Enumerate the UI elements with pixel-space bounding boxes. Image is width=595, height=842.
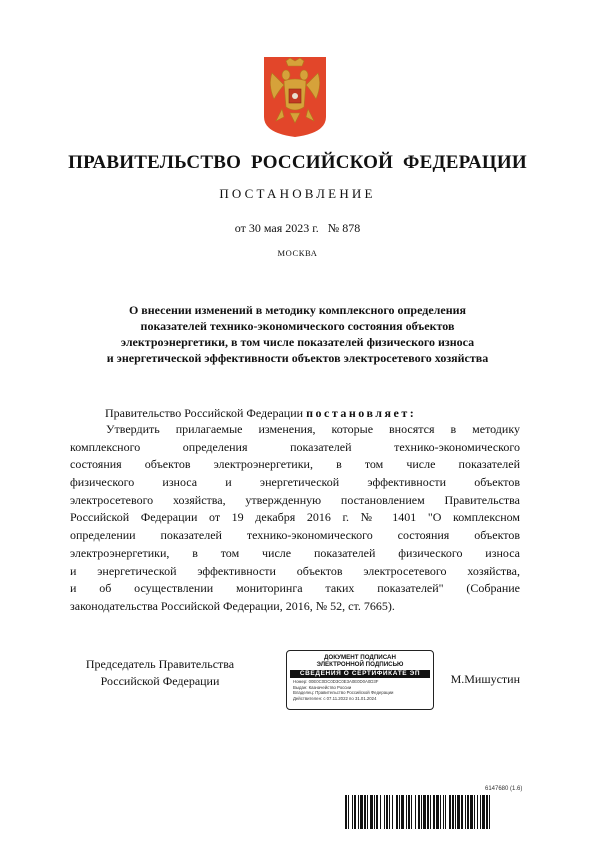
stamp-certificate-bar: СВЕДЕНИЯ О СЕРТИФИКАТЕ ЭП: [290, 670, 430, 678]
signatory-title-line: Российской Федерации: [100, 674, 220, 688]
preamble-text: Правительство Российской Федерации: [105, 406, 307, 420]
body-line: Российской Федерации от 19 декабря 2016 г. № 1401 "О комплексном: [70, 510, 520, 525]
preamble: [105, 406, 416, 421]
decree-date-number: от 30 мая 2023 г. № 878: [234, 221, 361, 235]
subject-line: и энергетической эффективности объектов электросетевого хозяйства: [106, 351, 489, 365]
stamp-detail: Владелец: Правительство Российской Федерации: [293, 690, 394, 695]
government-title: ПРАВИТЕЛЬСТВО РОССИЙСКОЙ ФЕДЕРАЦИИ: [68, 152, 527, 173]
body-line: электросетевого хозяйства, утвержденную постановлением Правительства: [70, 492, 520, 507]
signer-name: М.Мишустин: [450, 672, 520, 686]
body-line: и энергетической эффективности объектов электросетевого хозяйства,: [70, 563, 520, 578]
body-line: комплексного определения показателей технико-экономического: [70, 439, 520, 454]
stamp-detail: Номер: 00E0C0DC0D3C0E3A0E0D0A0D3F: [293, 679, 379, 684]
decree-body: [70, 421, 520, 616]
body-line: законодательства Российской Федерации, 2016, № 52, ст. 7665).: [70, 598, 395, 613]
signatory-title: [70, 656, 250, 690]
stamp-heading: [287, 654, 433, 668]
body-line: и об осуществлении мониторинга таких показателей" (Собрание: [70, 581, 520, 596]
stamp-line: ДОКУМЕНТ ПОДПИСАН: [324, 654, 396, 661]
stamp-detail: Действителен: с 07.11.2022 по 31.01.2024: [293, 695, 377, 701]
preamble-decree-word: постановляет:: [306, 406, 417, 420]
stamp-detail: Выдан: Казначейство России: [293, 684, 352, 690]
stamp-line: ЭЛЕКТРОННОЙ ПОДПИСЬЮ: [316, 661, 404, 668]
body-line: физического износа и энергетической эффективности объектов: [70, 475, 520, 490]
barcode-number: 6147680 (1.6): [485, 786, 523, 792]
issue-city: МОСКВА: [277, 248, 318, 258]
document-type: ПОСТАНОВЛЕНИЕ: [219, 186, 376, 201]
body-line: Утвердить прилагаемые изменения, которые вносятся в методику: [106, 422, 520, 436]
body-line: определении показателей технико-экономического состояния объектов: [70, 528, 520, 543]
body-line: состояния объектов электроэнергетики, в том числе показателей: [70, 457, 520, 472]
subject-line: показателей технико-экономического состояния объектов: [140, 319, 455, 333]
subject-line: О внесении изменений в методику комплексного определения: [128, 303, 467, 317]
decree-subject: [60, 302, 535, 366]
russian-coat-of-arms-icon: [262, 55, 328, 139]
body-line: электроэнергетики, в том числе показателей физического износа: [70, 545, 520, 560]
barcode-icon: [345, 795, 550, 829]
subject-line: электроэнергетики, в том числе показателей физического износа: [120, 335, 475, 349]
electronic-signature-stamp: [286, 650, 434, 710]
signatory-title-line: Председатель Правительства: [85, 657, 235, 671]
